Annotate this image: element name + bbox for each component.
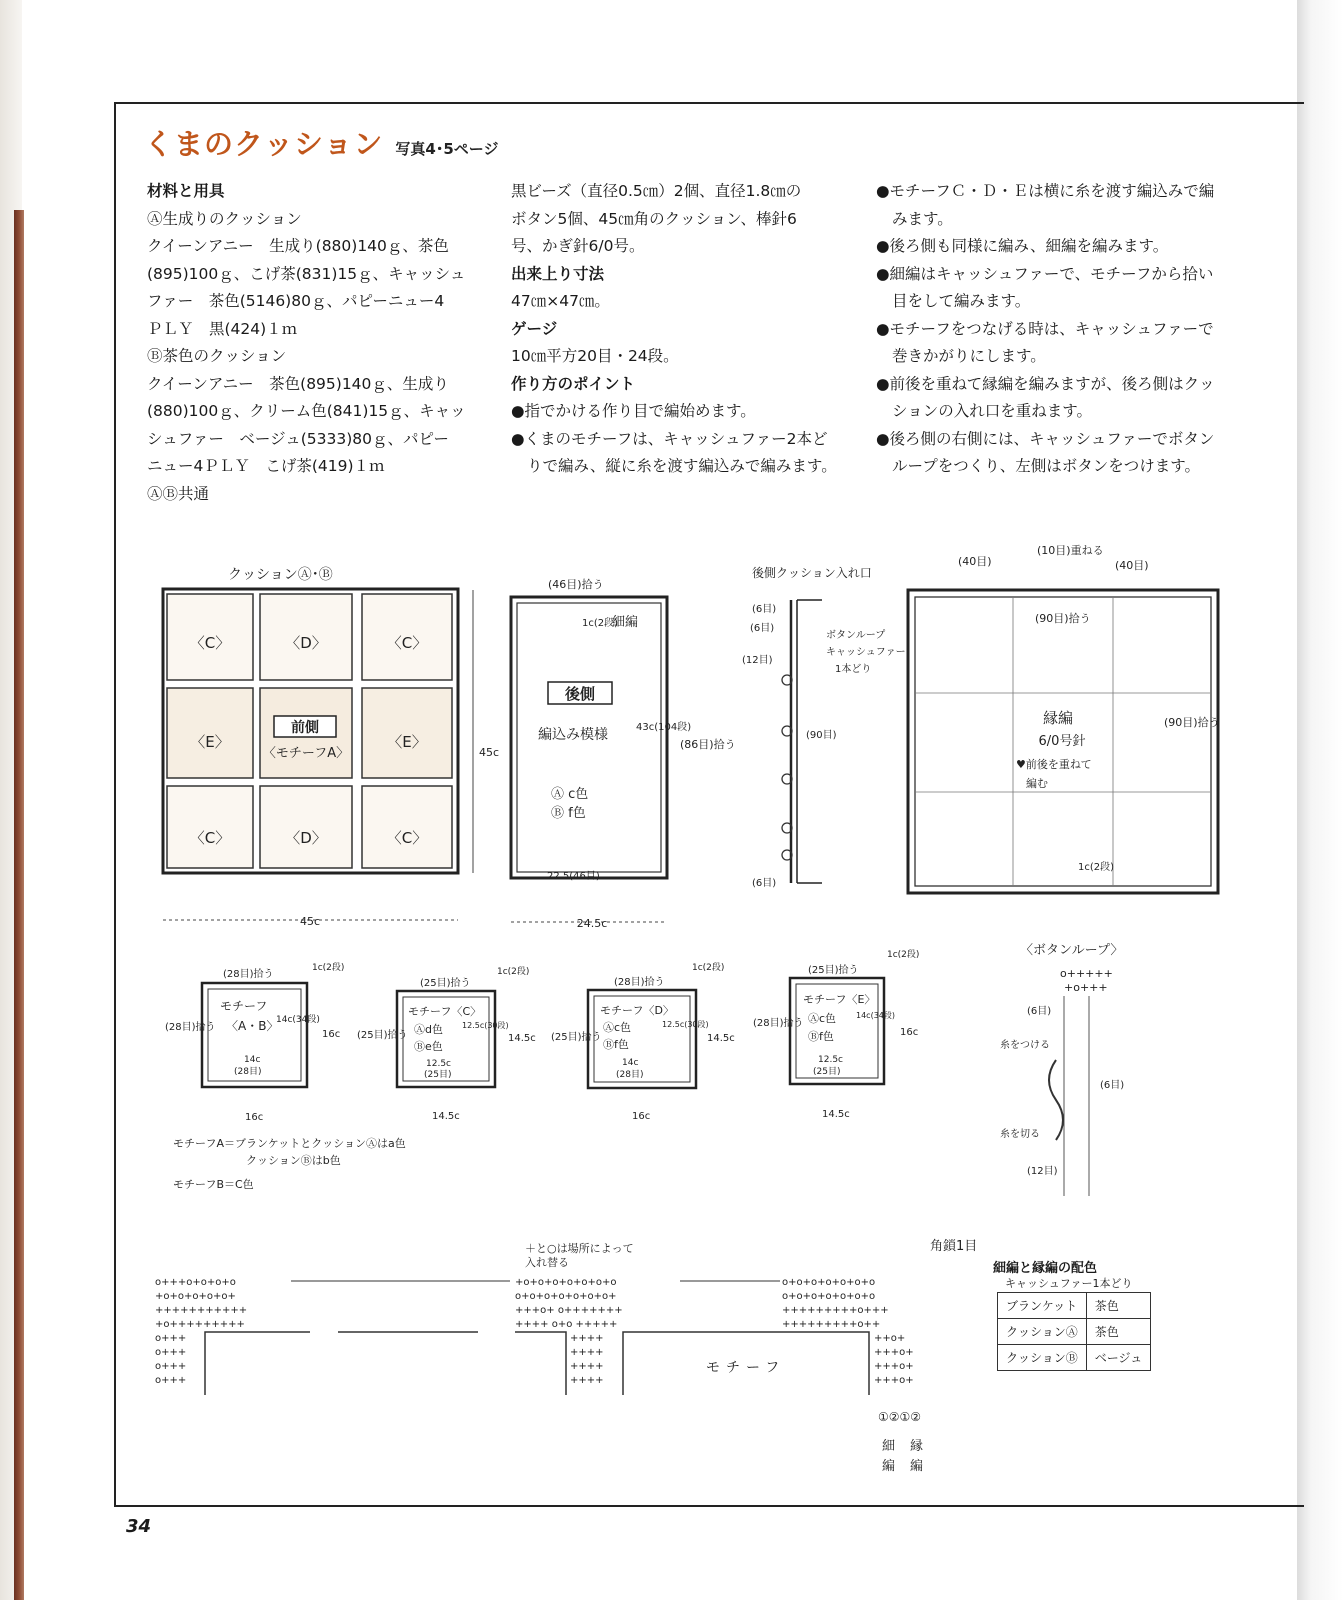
motif-bottom-stitches: (25目) (813, 1067, 841, 1077)
materials-line: ニュー4ＰＬＹ こげ茶(419)１ｍ (147, 457, 385, 475)
table-cell: 茶色 (1086, 1319, 1151, 1345)
stitch-row: +++++++++o++ (782, 1319, 881, 1330)
border-top-right: (40目) (1115, 559, 1149, 572)
back-side-diagram (511, 577, 736, 930)
stitch-row: o+++ (155, 1375, 187, 1386)
opening-stitches: (6目) (752, 878, 777, 889)
stitch-row: +++++++++++ (155, 1305, 248, 1316)
motif-height: 14c(34段) (856, 1011, 895, 1020)
sc-label: 編 (882, 1459, 896, 1474)
loop-chain (1049, 1060, 1063, 1140)
opening-middle: (90目) (806, 730, 837, 741)
stitch-row: o+o+o+o+o+o+o+ (515, 1291, 617, 1302)
motif-cell (362, 786, 452, 868)
loop-label: 糸をつける (1000, 1040, 1050, 1051)
back-color-a: Ⓐ c色 (551, 787, 589, 802)
stitch-row: +++o+ (874, 1361, 914, 1372)
loop-note: 1本どり (835, 664, 872, 675)
stitch-row: +o+o+o+o+o+o+o (515, 1277, 617, 1288)
motif-note: クッションⒷはb色 (246, 1154, 341, 1167)
table-row (998, 1345, 1151, 1371)
motif-d-diagram (551, 962, 735, 1122)
front-side-label: 前側 (291, 720, 319, 736)
back-sc-label: 細編 (612, 615, 639, 630)
motif-side-pick: (25目)拾う (357, 1030, 408, 1041)
border-top-left: (40目) (958, 555, 992, 568)
border-note: 編む (1026, 777, 1048, 790)
motif-pick: (25目)拾う (420, 978, 471, 989)
back-width-label: 24.5c (576, 917, 608, 930)
materials-line: シュファー ベージュ(5333)80ｇ、パピー (147, 429, 449, 448)
motif-e-diagram (753, 949, 919, 1120)
motif-pick: (25目)拾う (808, 965, 859, 976)
color-table (997, 1292, 1151, 1371)
back-side-label: 後側 (564, 685, 596, 703)
stitch-row: +o+++ (1064, 981, 1108, 994)
motif-color-b: Ⓑf色 (603, 1038, 629, 1051)
stitch-row: +++o+ (874, 1375, 914, 1386)
motif-pick: (28目)拾う (223, 969, 274, 980)
cell-label: 〈D〉 (285, 829, 327, 847)
stitch-row: +++++++++o+++ (782, 1305, 889, 1316)
cell-label: 〈E〉 (190, 733, 230, 751)
motif-side-pick: (28目)拾う (165, 1022, 216, 1033)
stitch-row: o+o+o+o+o+o+o (782, 1277, 876, 1288)
loop-note: キャッシュファー (826, 647, 906, 658)
point-item: ●前後を重ねて縁編を編みますが、後ろ側はクッションの入れ口を重ねます。 (876, 374, 1215, 420)
motif-sub: 〈A・B〉 (226, 1019, 279, 1033)
chart-note: 入れ替る (525, 1256, 569, 1269)
stitch-row: +o+++++++++ (155, 1319, 245, 1330)
motif-bottom-width: 12.5c (818, 1055, 843, 1065)
table-row (998, 1319, 1151, 1345)
loop-label: 糸を切る (1000, 1129, 1040, 1140)
table-cell: ブランケット (998, 1293, 1087, 1319)
motif-edge (205, 1332, 310, 1395)
motif-outer-width: 14.5c (432, 1111, 460, 1122)
motif-rows: 1c(2段) (312, 963, 345, 973)
cell-label: 〈C〉 (386, 634, 428, 652)
sc-label: 細 (882, 1439, 896, 1454)
cell-label: 〈C〉 (189, 829, 231, 847)
materials-line: 号、かぎ針6/0号。 (511, 237, 645, 255)
stitch-row: o+++ (155, 1347, 187, 1358)
stitch-row: ++++ (570, 1375, 604, 1386)
stitch-row: ++o+ (874, 1333, 906, 1344)
border-rows: 1c(2段) (1078, 862, 1115, 873)
motif-outer-height: 16c (900, 1027, 919, 1038)
point-item: ●モチーフＣ・Ｄ・Ｅは横に糸を渡す編込みで編みます。 (876, 182, 1215, 228)
back-pick-label: (46目)拾う (548, 578, 604, 591)
points-heading: 作り方のポイント (511, 374, 636, 393)
loop-label: (6目) (1027, 1006, 1052, 1017)
chart-motif-label: モチーフ (706, 1360, 786, 1376)
table-cell: ベージュ (1086, 1345, 1151, 1371)
table-cell: 茶色 (1086, 1293, 1151, 1319)
stitch-row: o+++ (155, 1361, 187, 1372)
motif-rows: 1c(2段) (692, 963, 725, 973)
stitch-row: ++++ (570, 1347, 604, 1358)
border-label: 縁 (910, 1439, 924, 1454)
point-item: ●指でかける作り目で編始めます。 (511, 402, 756, 420)
round-numbers: ①②①② (878, 1410, 922, 1424)
materials-line: (880)100ｇ、クリーム色(841)15ｇ、キャッ (147, 402, 466, 420)
motif-height: 14c(34段) (276, 1015, 320, 1025)
motif-color-b: Ⓑf色 (808, 1030, 834, 1043)
stitch-row: o+o+o+o+o+o+o (782, 1291, 876, 1302)
border-name: 縁編 (1042, 709, 1074, 727)
motif-color-b: Ⓑe色 (414, 1040, 443, 1053)
back-color-b: Ⓑ f色 (551, 806, 586, 821)
motif-rows: 1c(2段) (887, 950, 920, 960)
motif-bottom-stitches: (28目) (616, 1070, 644, 1080)
size-value: 47㎝×47㎝。 (511, 292, 610, 310)
stitch-row: ++++ o+o +++++ (515, 1319, 618, 1330)
front-diagram-title: クッションⒶ･Ⓑ (228, 567, 333, 583)
cushion-b-title: Ⓑ茶色のクッション (147, 347, 287, 365)
point-item: ●モチーフをつなげる時は、キャッシュファーで巻きかがりにします。 (876, 319, 1214, 365)
cell-label: 〈C〉 (189, 634, 231, 652)
motif-outer-height: 14.5c (707, 1033, 735, 1044)
materials-line: ファー 茶色(5146)80ｇ、パピーニュー4 (147, 292, 445, 310)
stitch-row: o+++++ (1060, 967, 1113, 980)
back-side-pick: (86目)拾う (680, 738, 736, 751)
common-label: ⒶⒷ共通 (147, 484, 210, 503)
stitch-row: o+++o+o+o+o (155, 1277, 236, 1288)
motif-c-diagram (357, 966, 536, 1122)
motif-color-a: Ⓐc色 (808, 1012, 837, 1025)
point-item: ●後ろ側も同様に編み、細編を編みます。 (876, 237, 1169, 255)
table-row (998, 1293, 1151, 1319)
border-side: (90目)拾う (1164, 716, 1220, 729)
gauge-value: 10㎝平方20目・24段。 (511, 347, 679, 365)
motif-outer-height: 16c (322, 1029, 341, 1040)
materials-heading: 材料と用具 (147, 182, 225, 200)
center-motif-label: 〈モチーフA〉 (262, 746, 350, 761)
stitch-row: o+++ (155, 1333, 187, 1344)
motif-bottom-stitches: (25目) (424, 1070, 452, 1080)
motif-cell (260, 786, 352, 868)
motif-cell (167, 786, 253, 868)
motif-edge (515, 1332, 566, 1395)
motif-bottom-width: 12.5c (426, 1059, 451, 1069)
border-diagram (908, 543, 1220, 893)
motif-outer-width: 14.5c (822, 1109, 850, 1120)
table-cell: クッションⒷ (998, 1345, 1087, 1371)
stitch-row: ++++ (570, 1361, 604, 1372)
motif-side-pick: (25目)拾う (551, 1032, 602, 1043)
opening-stitches: (6目) (750, 623, 775, 634)
motif-outer-width: 16c (632, 1111, 651, 1122)
opening-stitches: (12目) (742, 655, 773, 666)
materials-line: ＰＬＹ 黒(424)１ｍ (147, 319, 298, 338)
opening-title: 後側クッション入れ口 (752, 566, 872, 580)
materials-line: ボタン5個、45㎝角のクッション、棒針6 (511, 209, 797, 228)
motif-pick: (28目)拾う (614, 977, 665, 988)
border-pick: (90目)拾う (1035, 612, 1091, 625)
photo-reference: 写真4･5ページ (395, 140, 499, 158)
back-length-label: 43c(104段) (636, 722, 692, 733)
border-hook: 6/0号針 (1038, 734, 1086, 749)
stitch-row: +o+o+o+o+o+ (155, 1291, 236, 1302)
motif-notes (173, 1137, 406, 1191)
border-overlap: (10目)重ねる (1037, 544, 1104, 557)
point-item: ●細編はキャッシュファーで、モチーフから拾い目をして編みます。 (876, 264, 1214, 310)
size-heading: 出来上り寸法 (511, 264, 605, 283)
motif-name: モチーフ (220, 999, 268, 1013)
corner-chain-label: 角鎖1目 (930, 1239, 978, 1254)
table-cell: クッションⒶ (998, 1319, 1087, 1345)
motif-name: モチーフ〈C〉 (408, 1005, 482, 1018)
border-note: ♥前後を重ねて (1016, 758, 1092, 771)
stitch-chart (155, 1238, 977, 1474)
front-cushion-diagram (163, 567, 499, 928)
chart-note: ＋と○は場所によって (525, 1242, 634, 1255)
stitch-row: ++++ (570, 1333, 604, 1344)
color-table-title: 細編と縁編の配色 (993, 1261, 1098, 1276)
materials-line: (895)100ｇ、こげ茶(831)15ｇ、キャッシュ (147, 264, 466, 283)
loop-note: ボタンループ (826, 630, 886, 641)
materials-line: 黒ビーズ（直径0.5㎝）2個、直径1.8㎝の (511, 182, 802, 200)
back-bottom-label: 22.5(46目) (547, 871, 600, 882)
cushion-a-title: Ⓐ生成りのクッション (147, 209, 302, 228)
border-label: 編 (910, 1459, 924, 1474)
motif-height: 12.5c(30段) (662, 1020, 709, 1029)
back-rows-label: 1c(2段) (582, 618, 619, 629)
loop-label: (6目) (1100, 1080, 1125, 1091)
stitch-row: +++o+ o+++++++ (515, 1305, 623, 1316)
point-item: ●後ろ側の右側には、キャッシュファーでボタンループをつくり、左側はボタンをつけます。 (876, 429, 1215, 475)
front-width-label: 45c (299, 915, 321, 928)
loop-label: (12目) (1027, 1166, 1058, 1177)
button-loop-diagram (1000, 943, 1124, 1196)
motif-side-pick: (28目)拾う (753, 1018, 804, 1029)
cell-label: 〈C〉 (386, 829, 428, 847)
materials-line: クイーンアニー 茶色(895)140ｇ、生成り (147, 374, 449, 393)
opening-diagram (742, 565, 906, 889)
motif-bottom-stitches: (28目) (234, 1067, 262, 1077)
stitch-row: +++o+ (874, 1347, 914, 1358)
page-title: くまのクッション (144, 127, 384, 161)
motif-note: モチーフB＝C色 (173, 1178, 254, 1191)
back-pattern-label: 編込み模様 (538, 727, 608, 743)
gauge-heading: ゲージ (511, 319, 558, 338)
motif-height: 12.5c(30段) (462, 1021, 509, 1030)
materials-line: クイーンアニー 生成り(880)140ｇ、茶色 (147, 237, 449, 255)
motif-a-b-diagram (165, 962, 344, 1123)
motif-name: モチーフ〈E〉 (803, 993, 876, 1006)
cell-label: 〈E〉 (387, 733, 427, 751)
motif-outer-height: 14.5c (508, 1033, 536, 1044)
page-number: 34 (126, 1516, 152, 1537)
opening-stitches: (6目) (752, 604, 777, 615)
motif-name: モチーフ〈D〉 (600, 1004, 674, 1017)
color-table-subtitle: キャッシュファー1本どり (1005, 1277, 1133, 1290)
cell-label: 〈D〉 (285, 634, 327, 652)
motif-color-a: Ⓐd色 (414, 1023, 443, 1036)
motif-rows: 1c(2段) (497, 967, 530, 977)
motif-note: モチーフA＝ブランケットとクッションⒶはa色 (173, 1137, 406, 1150)
motif-outer-width: 16c (245, 1112, 264, 1123)
motif-bottom-width: 14c (622, 1058, 639, 1068)
motif-color-a: Ⓐc色 (603, 1021, 632, 1034)
front-height-label: 45c (479, 746, 500, 759)
button-loop-title: 〈ボタンループ〉 (1020, 943, 1124, 958)
motif-bottom-width: 14c (244, 1055, 261, 1065)
point-item: ●くまのモチーフは、キャッシュファー2本どりで編み、縦に糸を渡す編込みで編みます。 (511, 429, 837, 475)
